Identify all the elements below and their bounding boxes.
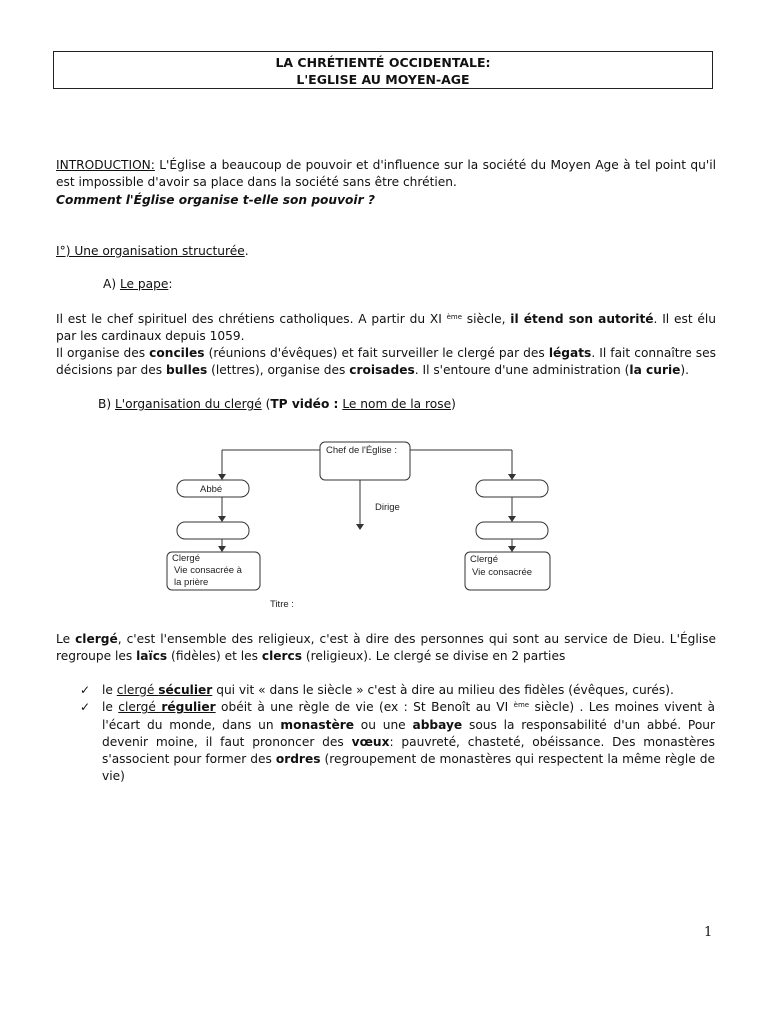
clerge-text-c: (fidèles) et les [167,649,262,664]
pape-p2-bulles: bulles [166,363,208,378]
right-box-clerge-line-2: Vie consacrée [472,567,533,578]
bullet-2-text-g: (regroupement de monastères qui respectent la même règle de vie) [102,752,715,784]
diagram-titre-label: Titre : [270,599,294,610]
bullet-regulier [80,699,715,785]
bullet-2-clerge: clergé [118,700,162,715]
bullet-2-text-b: obéit à une règle de vie (ex : St Benoît au VI [215,700,514,715]
subsection-b-title: L'organisation du clergé [115,397,262,411]
subsection-b-open: ( [261,397,271,411]
pape-p2-croisades: croisades [349,363,415,378]
dirige-label: Dirige [375,502,400,513]
left-box-clerge-line-1: Clergé [172,553,200,564]
subsection-b-close: ) [451,397,456,411]
bullet-1-text-b: qui vit « dans le siècle » c'est à dire au milieu des fidèles (évêques, curés). [212,683,674,697]
pape-p1-text-a: Il est le chef spirituel des chrétiens catholiques. A partir du XI [56,312,447,326]
section-heading [56,243,716,260]
clergy-diagram [160,440,560,620]
left-box-abbe-label: Abbé [200,484,223,495]
check-icon: ✓ [80,683,91,697]
pape-p2-text-e: . Il s'entoure d'une administration ( [414,363,630,378]
bullet-2-text-a: le [102,700,119,715]
bullet-2-text-e: sous la responsabilité d'un abbé. Pour devenir moine, il faut prononcer des [102,717,716,749]
bullet-2-abbaye: abbaye [412,717,463,732]
bullet-2-voeux: vœux [351,734,390,749]
bullet-1-clerge: clergé [116,683,159,697]
subsection-a-heading [103,276,503,293]
clerge-paragraph [56,631,716,666]
clerge-bold-laics: laïcs [136,649,168,664]
check-icon: ✓ [80,700,91,715]
left-box-clerge-line-2: Vie consacrée à [174,565,242,576]
bullet-2-sup: ème [513,701,530,710]
title-line-2: L'EGLISE AU MOYEN-AGE [296,72,470,87]
pape-p2-curie: la curie [629,363,681,378]
pape-p1-sup: ème [446,313,463,321]
pape-p2-text-c: . Il fait connaître ses décisions par des [56,346,717,378]
bullet-2-text-c: siècle) . Les moines vivent à l'écart du monde, dans un [102,700,715,732]
section-heading-text: I°) Une organisation structurée [56,244,245,258]
pape-p2-text-b: (réunions d'évêques) et fait surveiller le clergé par des [204,346,549,360]
right-box-clerge-line-1: Clergé [470,554,498,565]
bullet-2-regulier: régulier [161,700,216,715]
pape-p2-legats: légats [548,346,592,360]
bullet-2-text-d: ou une [354,717,413,732]
pape-p1-text-b: siècle, [462,312,511,326]
clerge-text-d: (religieux). Le clergé se divise en 2 parties [302,649,566,664]
subsection-a-colon: : [168,277,173,291]
section-heading-end: . [244,244,249,258]
clergy-bullet-list [80,682,715,786]
clerge-bold-clerge: clergé [75,632,118,646]
clerge-text-a: Le [56,632,76,646]
subsection-b-film: Le nom de la rose [342,397,452,411]
pape-p1-text-c: . Il est élu par les cardinaux depuis 1059. [56,312,716,344]
pape-paragraph-1 [56,311,716,346]
introduction-paragraph [56,157,716,209]
pape-p2-text-a: Il organise des [56,346,150,360]
bullet-2-text-f: : pauvreté, chasteté, obéissance. Des monastères s'associent pour former des [102,734,715,767]
subsection-b-prefix: B) [98,397,115,411]
introduction-text: L'Église a beaucoup de pouvoir et d'influence sur la société du Moyen Age à tel point qu'il est impossible d'avoir sa place dans la société sans être chrétien. [56,158,716,190]
pape-p2-text-d: (lettres), organise des [207,363,350,378]
bullet-1-text-a: le [102,683,117,697]
title-line-1: LA CHRÉTIENTÉ OCCIDENTALE: [275,55,491,70]
left-box-clerge-line-3: la prière [174,577,209,588]
right-box-2 [476,522,548,539]
pape-paragraph-2 [56,345,716,380]
pape-p2-text-f: ). [680,363,690,378]
subsection-a-title: Le pape [119,277,169,291]
bullet-2-monastere: monastère [280,717,355,732]
clerge-bold-clercs: clercs [261,649,303,664]
subsection-b-tp: TP vidéo : [270,397,339,411]
title-box [53,51,713,89]
subsection-b-heading [98,396,698,413]
introduction-label: INTRODUCTION: [56,158,155,172]
left-box-empty [177,522,249,539]
subsection-a-prefix: A) [103,277,120,291]
page-number: 1 [704,925,713,940]
pape-p2-conciles: conciles [149,346,205,360]
right-box-1 [476,480,548,497]
bullet-1-seculier: séculier [158,683,213,697]
introduction-question: Comment l'Église organise t-elle son pouvoir ? [56,192,375,207]
clerge-text-b: , c'est l'ensemble des religieux, c'est à dire des personnes qui sont au service de Dieu. L'Église regroupe les [56,632,717,664]
bullet-seculier [80,682,715,699]
diagram-top-box-label: Chef de l'Église : [326,445,397,456]
pape-p1-bold: il étend son autorité [510,312,654,326]
bullet-2-ordres: ordres [275,752,321,767]
